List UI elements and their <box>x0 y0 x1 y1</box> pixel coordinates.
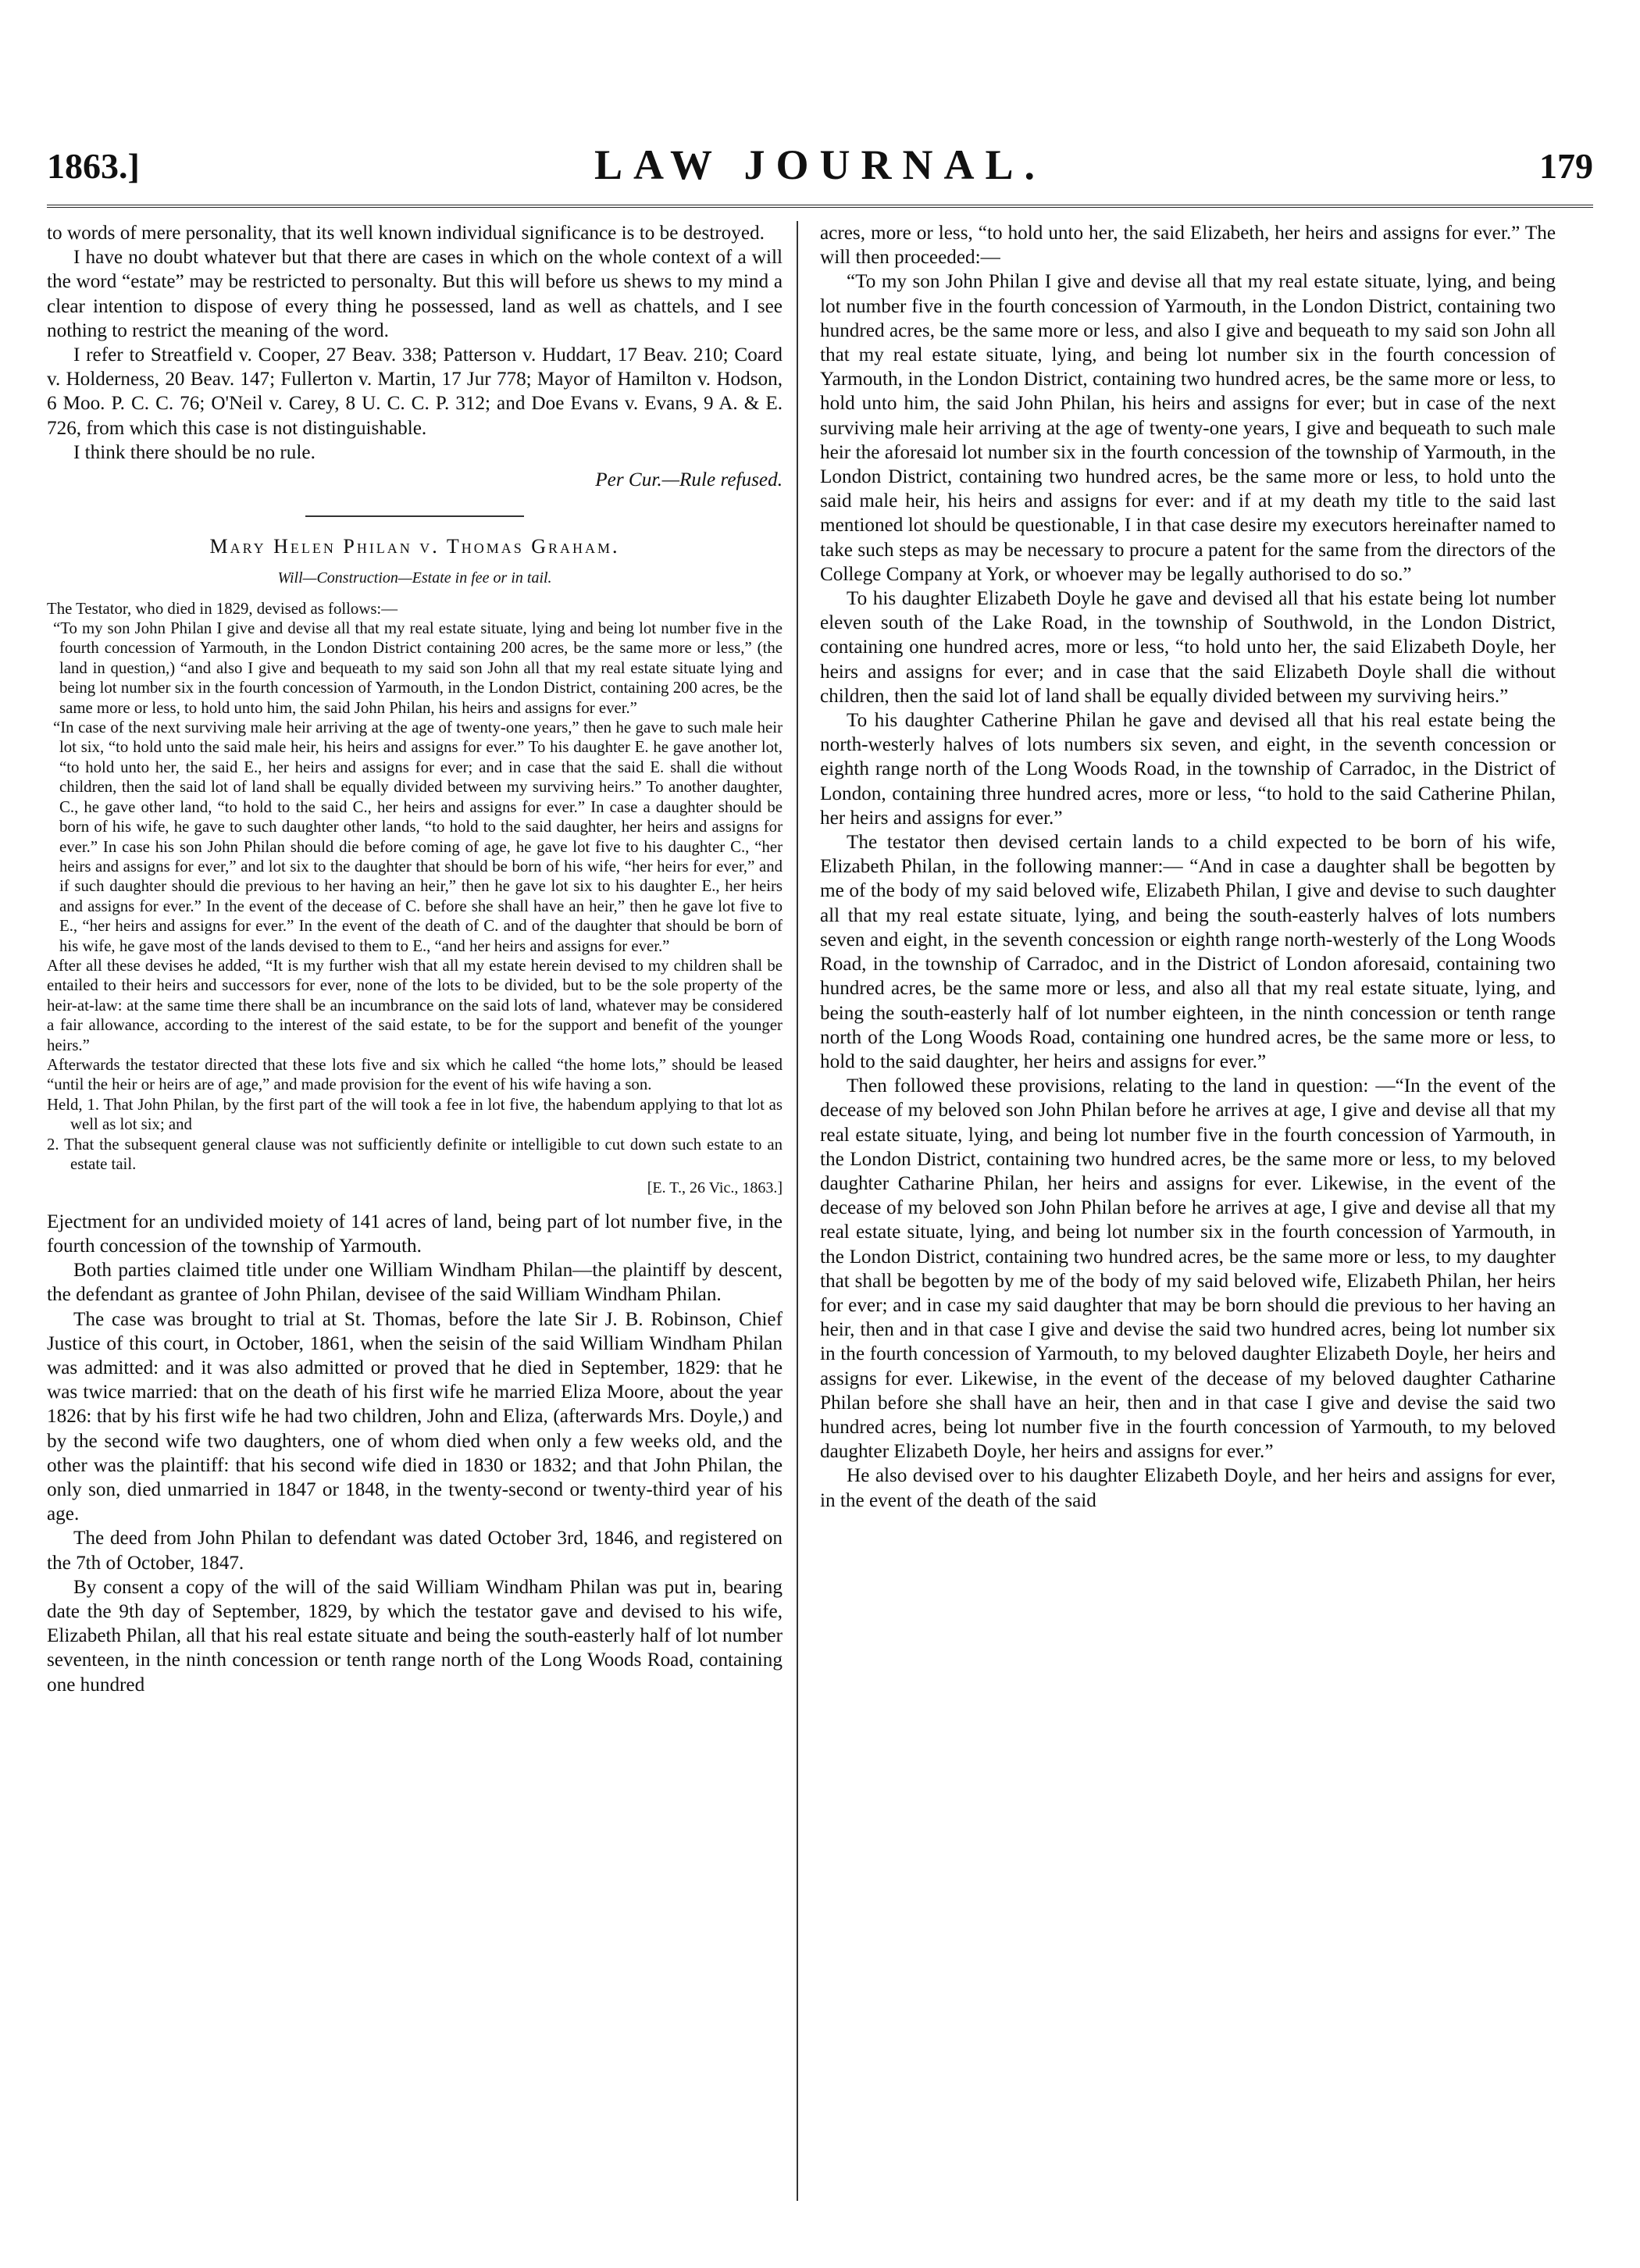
paragraph: I have no doubt whatever but that there are cases in which on the whole context of a will the word “estate” may be restricted to personalty. But this will before us shews to my mind a clear intention to dispose of every thing he possessed, land as well as chattels, and I see nothing to restrict the meaning of the word. <box>47 247 783 341</box>
header-year: 1863.] <box>47 146 140 186</box>
paragraph: “To my son John Philan I give and devise all that my real estate situate, lying, and being lot number five in the fourth concession of Yarmouth, in the London District, containing two hundred acres, be the same more or less, and also I give and bequeath to my said son John all that my real estate situate, lying, and being lot number six in the fourth concession of Yarmouth, in the London District, containing two hundred acres, be the same more or less, to hold unto him, the said John Philan, his heirs and assigns for ever; but in case of the next surviving male heir arriving at the age of twenty-one years, I give and bequeath to such male heir the aforesaid lot number six in the fourth concession of the township of Yarmouth, in the London District, containing two hundred acres, be the same more or less, to hold unto the said male heir, his heirs and assigns for ever: and if at my death my title to the said last mentioned lot should be questionable, I in that case desire my executors hereinafter named to take such steps as may be necessary to procure a patent for the same from the directors of the College Company at York, or whoever may be legally authorised to do so.” <box>820 271 1556 585</box>
case-title: Mary Helen Philan v. Thomas Graham. <box>209 535 620 558</box>
paragraph: The testator then devised certain lands to a child expected to be born of his wife, Elizabeth Philan, in the following manner:— “And in case a daughter shall be begotten by me of the body of my said beloved wife, Elizabeth Philan, I give and devise to such daughter all that my real estate situate, lying, and being the south-easterly halves of lots numbers seven and eight, in the seventh concession or eighth range north-westerly of the Long Woods Road, in the township of Carradoc, and in the District of London aforesaid, containing two hundred acres, be the same more or less, and also all that my real estate situate, lying, and being the south-easterly half of lot number eighteen, in the ninth concession or tenth range north of the Long Woods Road, containing one hundred acres, be the same more or less, to hold to the said daughter, her heirs and assigns for ever.” <box>820 832 1556 1072</box>
header-rule <box>47 205 1593 208</box>
paragraph: Ejectment for an undivided moiety of 141 acres of land, being part of lot number five, in the fourth concession of the township of Yarmouth. <box>47 1211 783 1257</box>
paragraph: The case was brought to trial at St. Thomas, before the late Sir J. B. Robinson, Chief Justice of this court, in October, 1861, when the seisin of the said William Windham Philan was admitted: and it was also admitted or proved that he died in September, 1829: that he was twice married: that on the death of his first wife he married Eliza Moore, about the year 1826: that by his first wife he had two children, John and Eliza, (afterwards Mrs. Doyle,) and by the second wife two daughters, one of whom died when only a few weeks old, and the other was the plaintiff: that his second wife died in 1830 or 1832; and that John Philan, the only son, died unmarried in 1847 or 1848, in the twenty-second or twenty-third year of his age. <box>47 1308 783 1525</box>
headnote-held: 2. That the subsequent general clause was not sufficiently definite or intelligible to cut down such estate to an estate tail. <box>47 1135 783 1174</box>
page-number: 179 <box>1539 146 1593 186</box>
paragraph: I think there should be no rule. <box>73 441 316 463</box>
paragraph: Both parties claimed title under one William Windham Philan—the plaintiff by descent, the defendant as grantee of John Philan, devisee of the said William Windham Philan. <box>47 1260 783 1306</box>
left-column <box>47 221 783 2201</box>
headnote-line: After all these devises he added, “It is my further wish that all my estate herein devised to my children shall be entailed to their heirs and successors for ever, none of the lots to be divided, but to be the sole property of the heir-at-law: at the same time there shall be an incumbrance on the said lots of land, whatever may be considered a fair allowance, according to the interest of the said estate, to be for the support and benefit of the younger heirs.” <box>47 956 783 1054</box>
paragraph: To his daughter Elizabeth Doyle he gave and devised all that his estate being lot number eleven south of the Lake Road, in the township of Southwold, in the London District, containing one hundred acres, more or less, “to hold unto her, the said Elizabeth Doyle, her heirs and assigns for ever; and in case that the said Elizabeth Doyle shall die without children, then the said lot of land shall be equally divided between my surviving heirs.” <box>820 588 1556 707</box>
headnote-line: The Testator, who died in 1829, devised as follows:— <box>47 599 398 618</box>
headnote <box>47 599 783 1199</box>
section-separator <box>305 515 524 517</box>
page-header <box>47 137 1593 200</box>
headnote-line: Afterwards the testator directed that these lots five and six which he called “the home lots,” should be leased “until the heir or heirs are of age,” and made provision for the event of his wife having a son. <box>47 1055 783 1094</box>
paragraph: to words of mere personality, that its well known individual significance is to be destroyed. <box>47 223 765 244</box>
citations-paragraph: I refer to Streatfield v. Cooper, 27 Beav. 338; Patterson v. Huddart, 17 Beav. 210; Coard v. Holderness, 20 Beav. 147; Fullerton v. Martin, 17 Jur 778; Mayor of Hamilton v. Hodson, 6 Moo. P. C. C. 76; O'Neil v. Carey, 8 U. C. C. P. 312; and Doe Evans v. Evans, 9 A. & E. 726, from which this case is not distinguishable. <box>47 344 783 439</box>
right-column <box>820 221 1556 2201</box>
case-subtitle: Will—Construction—Estate in fee or in tail. <box>277 569 552 587</box>
term-reference: [E. T., 26 Vic., 1863.] <box>647 1179 783 1197</box>
paragraph: The deed from John Philan to defendant was dated October 3rd, 1846, and registered on the 7th of October, 1847. <box>47 1528 783 1574</box>
paragraph: Then followed these provisions, relating to the land in question: —“In the event of the decease of my beloved son John Philan before he arrives at age, I give and devise all that my real estate situate, lying, and being lot number five in the fourth concession of Yarmouth, in the London District, containing two hundred acres, be the same more or less, to my beloved daughter Catharine Philan, her heirs and assigns for ever. Likewise, in the event of the decease of my beloved son John Philan before he arrives at age, I give and devise all that my real estate situate, lying, and being lot number six in the fourth concession of Yarmouth, in the London District, containing two hundred acres, be the same more or less, to my daughter that shall be begotten by me of the body of my said beloved wife, Elizabeth Philan, her heirs for ever; and in case my said daughter that may be born should die previous to her having an heir, then and in that case I give and devise the said two hundred acres, being lot number six in the fourth concession of Yarmouth, to my beloved daughter Elizabeth Doyle, her heirs and assigns for ever. Likewise, in the event of the decease of my beloved daughter Catharine Philan before she shall have an heir, then and in that case I give and devise the said two hundred acres, being lot number five in the fourth concession of Yarmouth, to my beloved daughter Elizabeth Doyle, her heirs and assigns for ever.” <box>820 1075 1556 1463</box>
paragraph: acres, more or less, “to hold unto her, the said Elizabeth, her heirs and assigns for ever.” The will then proceeded:— <box>820 223 1556 269</box>
judgment-signature: Per Cur.—Rule refused. <box>595 469 783 491</box>
headnote-held: Held, 1. That John Philan, by the first part of the will took a fee in lot five, the habendum applying to that lot as well as lot six; and <box>47 1095 783 1134</box>
column-divider <box>797 221 798 2201</box>
paragraph: He also devised over to his daughter Elizabeth Doyle, and her heirs and assigns for ever, in the event of the death of the said <box>820 1465 1556 1511</box>
headnote-line: “To my son John Philan I give and devise all that my real estate situate, lying and being lot number five in the fourth concession of Yarmouth, in the London District containing 200 acres, be the same more or less,” (the land in question,) “and also I give and bequeath to my said son John all that my real estate situate lying and being lot number six in the fourth concession of Yarmouth, in the London District, containing 200 acres, be the same more or less, to hold unto him, the said John Philan, his heirs and assigns for ever.” <box>53 619 783 717</box>
journal-title: LAW JOURNAL. <box>594 141 1046 188</box>
paragraph: To his daughter Catherine Philan he gave and devised all that his real estate being the north-westerly halves of lots numbers six seven, and eight, in the seventh concession or eighth range north of the Long Woods Road, in the township of Carradoc, in the District of London, containing three hundred acres, more or less, “to hold to the said Catherine Philan, her heirs and assigns for ever.” <box>820 710 1556 829</box>
paragraph: By consent a copy of the will of the said William Windham Philan was put in, bearing date the 9th day of September, 1829, by which the testator gave and devised to his wife, Elizabeth Philan, all that his real estate situate and being the south-easterly half of lot number seventeen, in the ninth concession or tenth range north of the Long Woods Road, containing one hundred <box>47 1576 783 1696</box>
headnote-line: “In case of the next surviving male heir arriving at the age of twenty-one years,” then he gave to such male heir lot six, “to hold unto the said male heir, his heirs and assigns for ever.” To his daughter E. he gave another lot, “to hold unto her, the said E., her heirs and assigns for ever; and in case that the said E. shall die without children, then the said lot of land shall be equally divided between my surviving heirs.” To another daughter, C., he gave other land, “to hold to the said C., her heirs and assigns for ever.” In case a daughter should be born of his wife, he gave to such daughter other lands, “to hold to the said daughter, her heirs and assigns for ever.” In case his son John Philan should die before coming of age, he gave lot five to his daughter C., “her heirs and assigns for ever,” and lot six to the daughter that should be born of his wife, “her heirs for ever,” and if such daughter should die previous to her having an heir,” then he gave lot six to his daughter E., her heirs and assigns for ever.” In the event of the decease of C. before she shall have an heir,” then he gave lot five to E., “her heirs and assigns for ever.” In the event of the death of C. and of the daughter that should be born of his wife, he gave most of the lands devised to them to E., “and her heirs and assigns for ever.” <box>53 719 783 955</box>
